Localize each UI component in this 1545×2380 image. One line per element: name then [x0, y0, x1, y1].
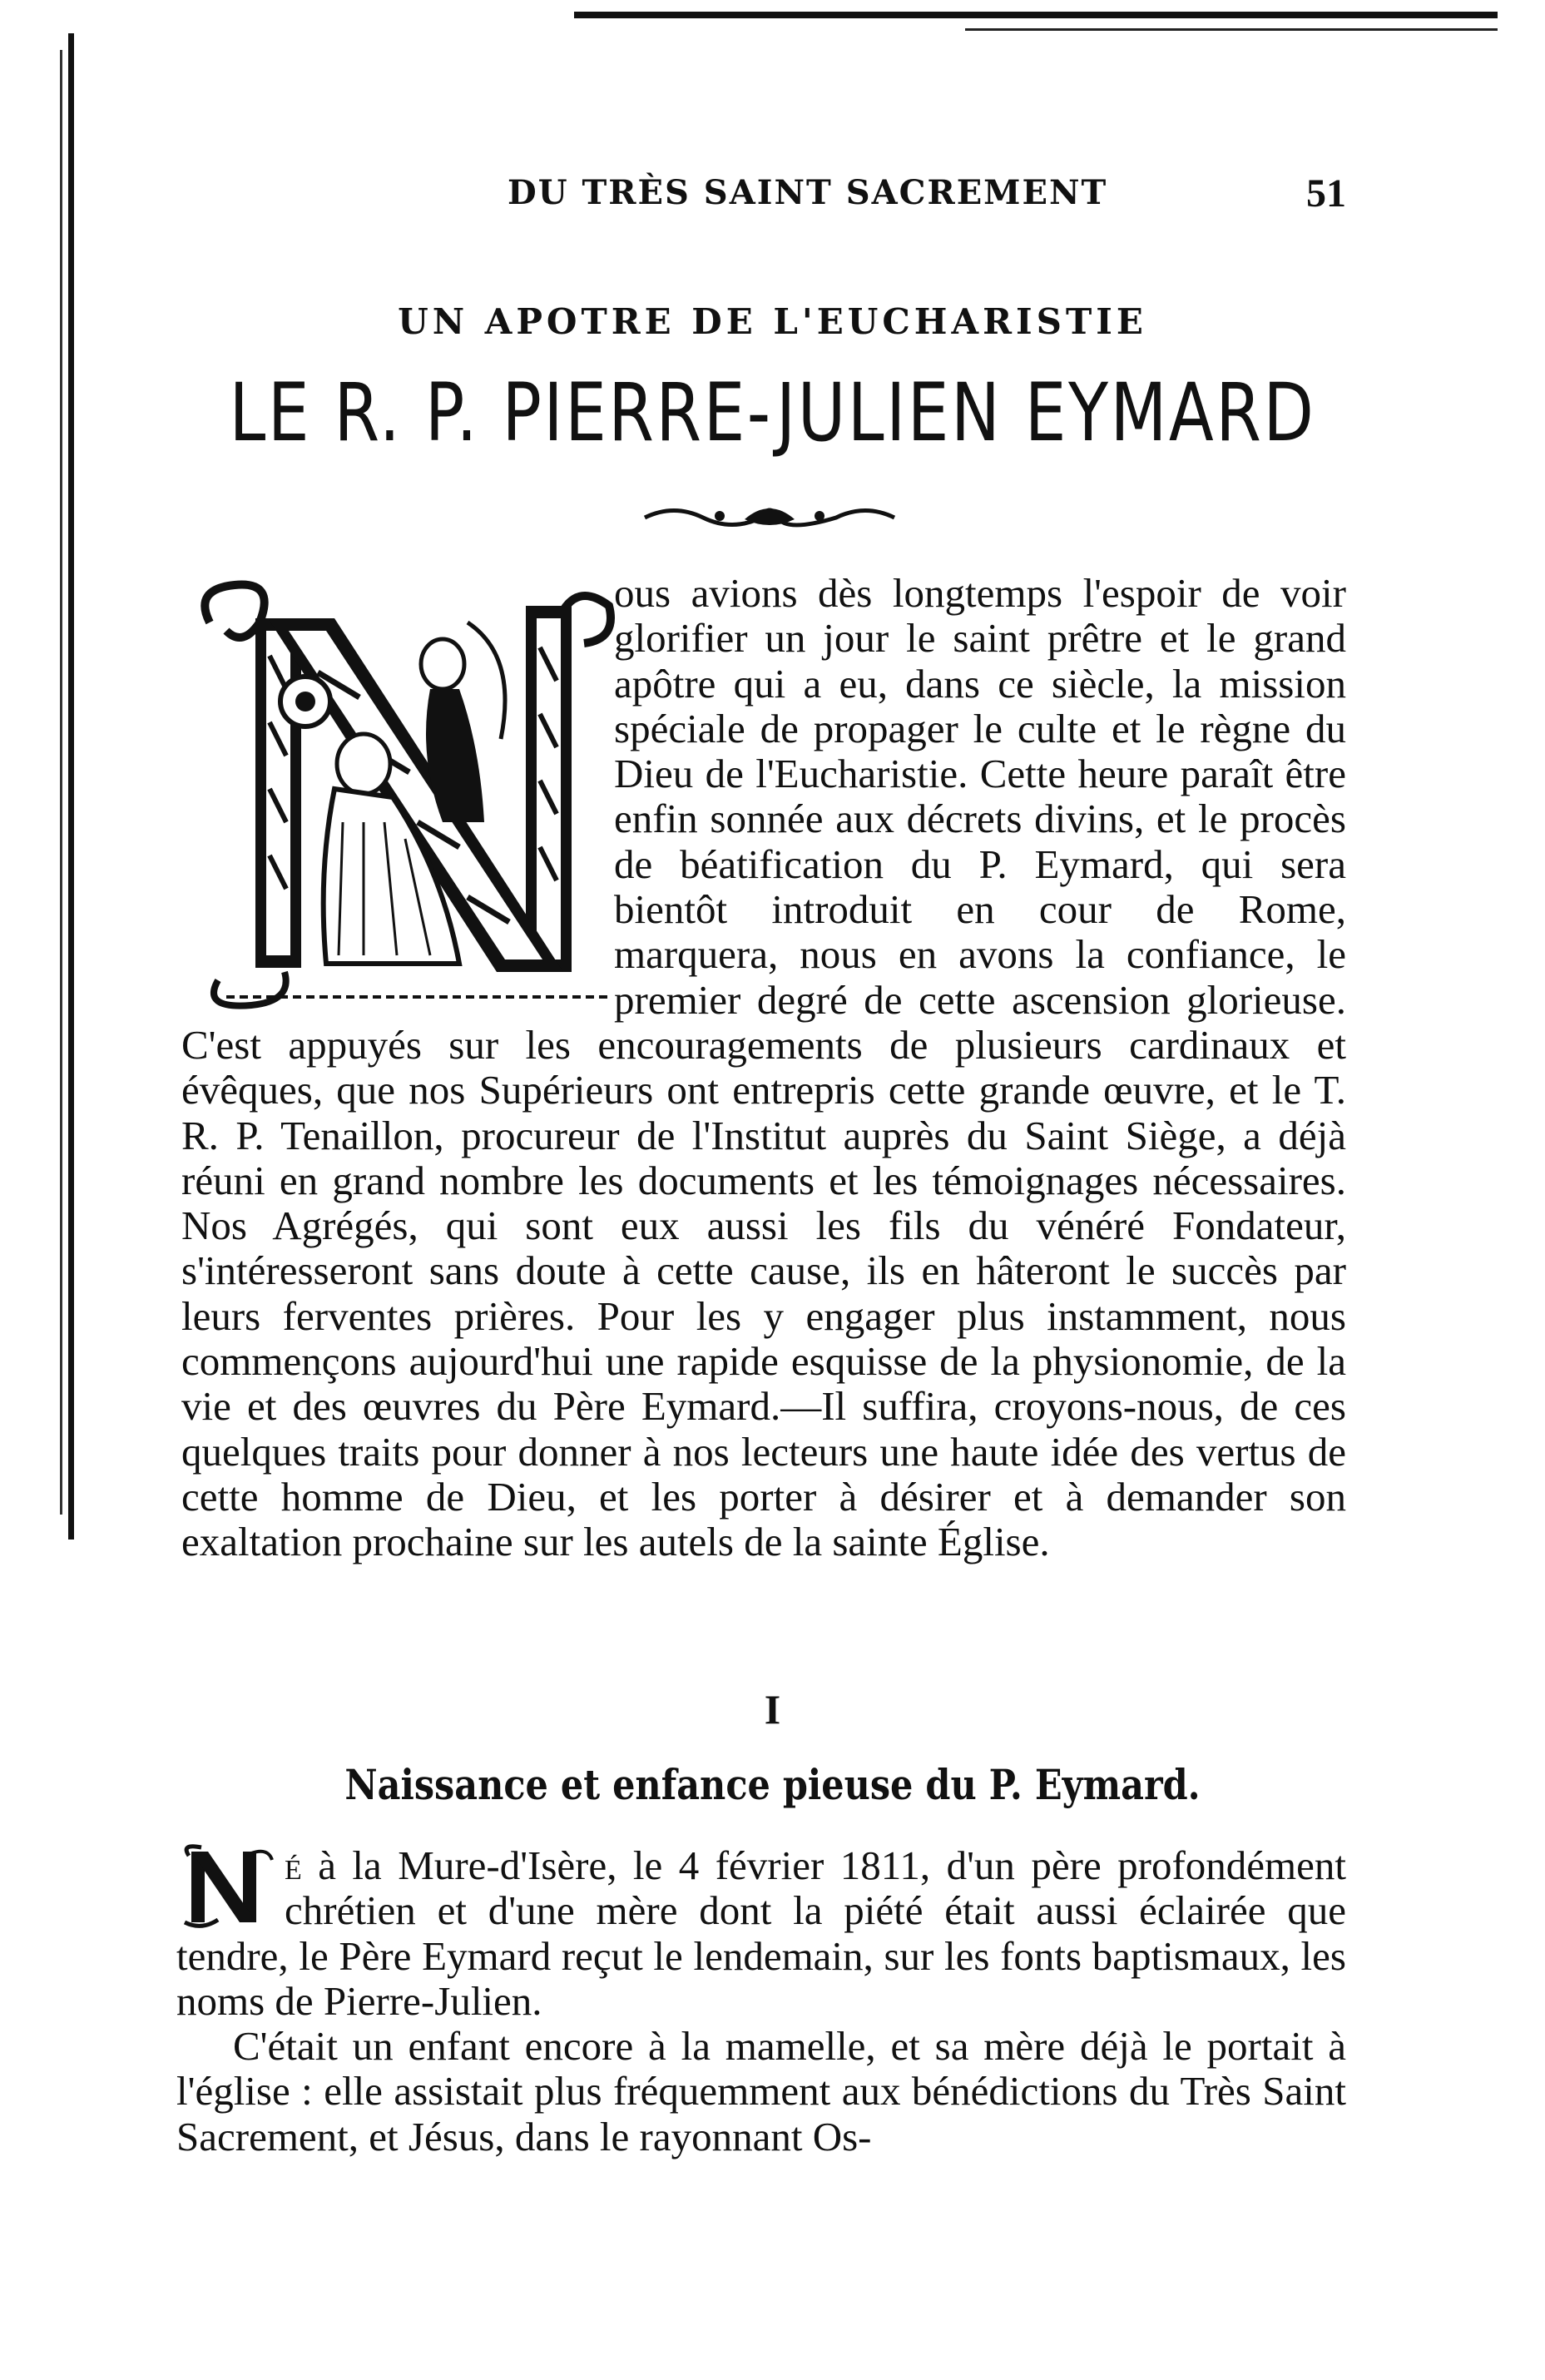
ornate-dropcap-n [176, 1843, 276, 1931]
left-border-rule [68, 33, 74, 1540]
section-paragraph-1 [176, 1843, 1346, 2024]
section-body [176, 1843, 1346, 2159]
intro-paragraph-text: ous avions dès longtemps l'espoir de voir glorifier un jour le saint prêtre et le grand apôtre qui a eu, dans ce siècle, la mission spéciale de propager le culte et le règne du Dieu de l'Eucharistie. Cette heure paraît être enfin sonnée aux décrets divins, et le procès de béatification du P. Eymard, qui sera bientôt introduit en cour de Rome, marquera, nous en avons la confiance, le premier degré de cette ascension glorieuse. C'est appuyés sur les encouragements de plusieurs cardinaux et évêques, que nos Supérieurs ont entrepris cette grande œuvre, et le T. R. P. Tenaillon, procureur de l'Institut auprès du Saint Siège, a déjà réuni en grand nombre les documents et les témoignages nécessaires. Nos Agrégés, qui sont eux aussi les fils du vénéré Fondateur, s'intéresseront sans doute à cette cause, ils en hâteront le succès par leurs ferventes prières. Pour les y engager plus instamment, nous commençons aujourd'hui une rapide esquisse de la physionomie, de la vie et des œuvres du Père Eymard.—Il suffira, croyons-nous, de ces quelques traits pour donner à nos lecteurs une haute idée des vertus de cette homme de Dieu, et les porter à désirer et à demander son exaltation prochaine sur les autels de la sainte Église. [181, 570, 1346, 1565]
article-kicker: UN APOTRE DE L'EUCHARISTIE [398, 301, 1147, 342]
left-border-rule-thin [60, 50, 62, 1515]
dropcap-rest: é [285, 1842, 302, 1888]
running-head: DU TRÈS SAINT SACREMENT [508, 173, 1108, 212]
intro-paragraph [181, 571, 1346, 1565]
fleuron-ornament [641, 499, 899, 533]
section-title: Naissance et enfance pieuse du P. Eymard. [344, 1760, 1201, 1809]
section-paragraph-2: C'était un enfant encore à la mamelle, et sa mère déjà le portait à l'église : elle assistait plus fréquemment aux bénédictions du Très Saint Sacrement, et Jésus, dans le rayonnant Os- [176, 2023, 1346, 2159]
dropcap-space [181, 571, 614, 1020]
page-number: 51 [1306, 171, 1346, 216]
article-title: LE R. P. PIERRE-JULIEN EYMARD [229, 366, 1316, 459]
section-paragraph-1-text: à la Mure-d'Isère, le 4 février 1811, d'un père profondément chrétien et d'une mère dont la piété était aussi éclairée que tendre, le Père Eymard reçut le lendemain, sur les fonts baptismaux, les noms de Pierre-Julien. [176, 1842, 1347, 2024]
top-border-rule [574, 12, 1498, 18]
section-number: I [764, 1686, 781, 1733]
top-border-rule-thin [965, 28, 1498, 31]
